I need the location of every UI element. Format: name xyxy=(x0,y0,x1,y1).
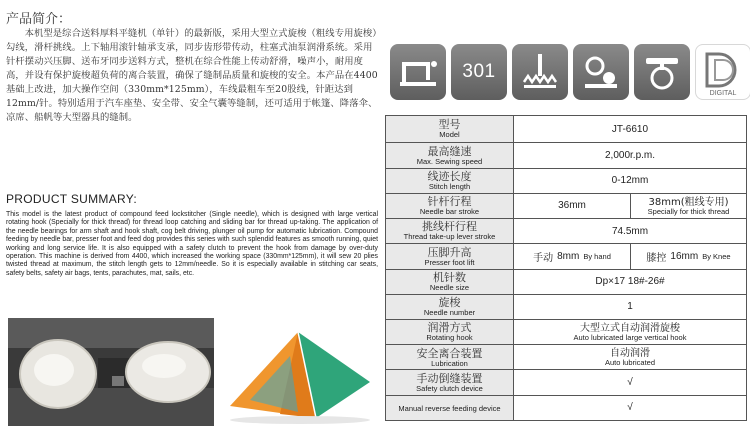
digital-label: DIGITAL xyxy=(709,90,737,97)
spec-value: 1 xyxy=(514,294,747,319)
spec-label: 针杆行程 Needle bar stroke xyxy=(386,193,514,218)
spec-table xyxy=(385,115,747,421)
needle-feed-icon xyxy=(512,44,568,100)
spec-label: 润滑方式 Rotating hook xyxy=(386,319,514,344)
spec-label: 安全离合装置 Lubrication xyxy=(386,345,514,370)
table-row xyxy=(386,116,747,143)
table-row xyxy=(386,269,747,294)
301-label: 301 xyxy=(462,61,496,82)
spec-label: 压脚升高 Presser foot lift xyxy=(386,244,514,269)
feature-icons xyxy=(390,44,750,100)
spec-value-thick: 38mm(粗线专用) Specially for thick thread xyxy=(631,193,747,218)
cn-description: 本机型是综合送料厚料平缝机（单针）的最新版，采用大型立式旋梭（粗线专用旋梭）勾线，滑杆挑线。上下轴用滚针轴承支承，同步齿形带传动，柱塞式油泵润滑系统。采用针杆摆动兴压脚、送布牙同步送料方式，整机在综合性能上传动舒滑，噪声小，耐用度高，并设有保护旋梭超负荷的离合装置，确保了缝制品质量和旋梭的安全。本产品在4400基础上改进，加大操作空间（330mm*125mm），车线最粗车至20股线，针距达到12mm/针。特别适用于汽车座垫、安全带、安全气囊等缝制，还可适用于帐篷、降落伞、凉席、船帆等大型器具的缝制。 xyxy=(6,28,378,123)
spec-label: 型号 Model xyxy=(386,116,514,143)
spec-value: 大型立式自动润滑旋梭 Auto lubricated large vertical hook xyxy=(514,319,747,344)
tent-photo xyxy=(220,318,378,426)
spec-value: 0-12mm xyxy=(514,168,747,193)
spec-value: Dp×17 18#-26# xyxy=(514,269,747,294)
digital-icon xyxy=(695,44,750,100)
table-row xyxy=(386,294,747,319)
table-row xyxy=(386,319,747,344)
table-row xyxy=(386,395,747,420)
spec-label: 挑线杆行程 Thread take-up lever stroke xyxy=(386,219,514,244)
table-row xyxy=(386,168,747,193)
spec-label: 线迹长度 Stitch length xyxy=(386,168,514,193)
table-row xyxy=(386,345,747,370)
table-row xyxy=(386,143,747,168)
compound-feed-icon xyxy=(573,44,629,100)
table-row xyxy=(386,219,747,244)
301-stitch-icon xyxy=(451,44,507,100)
en-description: This model is the latest product of compound feed lockstitcher (Single needle), which is designed with large vertical rotating hook (Specially for thick thread) for thread loop catching and sliding bar for thread up-taking. The application of the needle bearings for arm shaft and hook shaft, cog belt driving, plunger oil pump for automatic lubrication. Compound feeding by needle bar, presser foot and feed dog provides this series with such splendid features as smooth running, quiet working and long service life. It is also equipped with a safety clutch to prevent the hook from damage by over-duty operation. This machine is derived from 4400, which increased the working space (330mm*125mm), it will sew 20 plies twisted thread at maximum, the stitch length gets to 12mm/needle. So it is especially available in stitching car seats, safety belts, safety air bags, tents, parachutes, mat, sails, etc. xyxy=(6,211,378,277)
spec-label: Manual reverse feeding device xyxy=(386,395,514,420)
hook-icon xyxy=(634,44,690,100)
spec-label: 最高缝速 Max. Sewing speed xyxy=(386,143,514,168)
table-row xyxy=(386,244,747,269)
spec-value: √ xyxy=(514,370,747,395)
table-row xyxy=(386,370,747,395)
spec-value: 74.5mm xyxy=(514,219,747,244)
spec-value: 2,000r.p.m. xyxy=(514,143,747,168)
spec-label: 旋梭 Needle number xyxy=(386,294,514,319)
spec-value: JT-6610 xyxy=(514,116,747,143)
spec-value-knee: 膝控 16mm By Knee xyxy=(631,244,747,269)
spec-value: √ xyxy=(514,395,747,420)
spec-value: 自动润滑 Auto lubricated xyxy=(514,345,747,370)
spec-value-hand: 手动 8mm By hand xyxy=(514,244,631,269)
cn-section-title: 产品简介： xyxy=(6,12,72,27)
en-section-title: PRODUCT SUMMARY: xyxy=(6,192,138,206)
table-row xyxy=(386,193,747,218)
spec-label: 手动倒缝装置 Safety clutch device xyxy=(386,370,514,395)
spec-label: 机针数 Needle size xyxy=(386,269,514,294)
sewing-machine-icon xyxy=(390,44,446,100)
car-airbag-photo xyxy=(8,318,214,426)
spec-value: 36mm xyxy=(514,193,631,218)
